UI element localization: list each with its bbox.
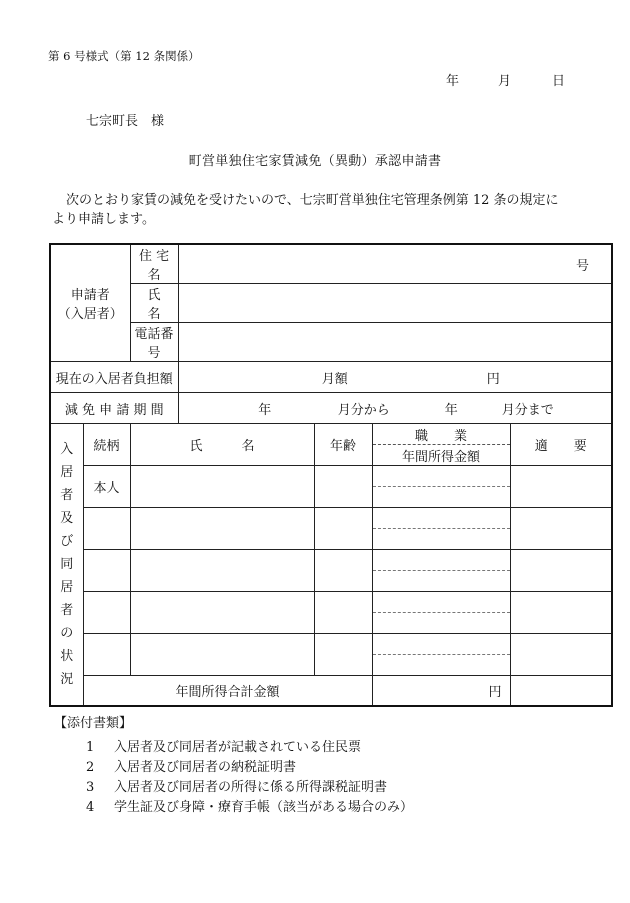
side-label-char: 居 (60, 465, 74, 480)
household-side-label (50, 424, 83, 707)
total-income-field[interactable] (372, 676, 510, 707)
intro-text-line-1: 次のとおり家賃の減免を受けたいので、七宗町営単独住宅管理条例第 12 条の規定に (66, 193, 559, 208)
member-name-cell[interactable] (130, 550, 314, 592)
date-day-label: 日 (552, 74, 566, 89)
total-income-label: 年間所得合計金額 (83, 676, 372, 707)
side-label-char: 者 (60, 488, 74, 503)
form-number-label: 第 6 号様式（第 12 条関係） (48, 49, 200, 63)
member-name-cell[interactable] (130, 634, 314, 676)
intro-text-line-2: より申請します。 (52, 212, 155, 227)
burden-yen-label: 円 (486, 371, 500, 387)
relation-cell[interactable] (83, 592, 130, 634)
notes-cell[interactable] (510, 466, 612, 508)
member-name-cell[interactable] (130, 508, 314, 550)
job-income-header (372, 424, 510, 466)
income-header: 年間所得金額 (402, 449, 481, 465)
member-name-cell[interactable] (130, 466, 314, 508)
burden-field[interactable] (178, 362, 612, 393)
attachment-item: 3 入居者及び同居者の所得に係る所得課税証明書 (86, 780, 388, 795)
notes-cell[interactable] (510, 634, 612, 676)
job-income-cell[interactable] (372, 466, 510, 508)
side-label-char: 況 (60, 672, 74, 687)
member-name-cell[interactable] (130, 592, 314, 634)
age-header: 年齢 (314, 424, 372, 466)
name-field[interactable] (178, 284, 612, 323)
side-label-char: び (60, 534, 74, 549)
total-notes-cell[interactable] (510, 676, 612, 707)
age-cell[interactable] (314, 550, 372, 592)
total-yen-label: 円 (488, 685, 502, 700)
side-label-char: 居 (60, 580, 74, 595)
household-side-label-text (51, 438, 83, 691)
attachment-item: 4 学生証及び身障・療育手帳（該当がある場合のみ） (86, 800, 414, 815)
period-year-from: 年 (258, 402, 272, 418)
notes-cell[interactable] (510, 592, 612, 634)
burden-label: 現在の入居者負担額 (50, 362, 178, 393)
date-year-label: 年 (446, 74, 460, 89)
period-year-to: 年 (444, 402, 458, 418)
notes-cell[interactable] (510, 550, 612, 592)
side-label-char: 者 (60, 603, 74, 618)
age-cell[interactable] (314, 508, 372, 550)
addressee: 七宗町長 様 (86, 114, 165, 129)
job-income-cell[interactable] (372, 550, 510, 592)
period-from-label: 月分から (337, 402, 390, 418)
job-income-cell[interactable] (372, 592, 510, 634)
phone-field[interactable] (178, 323, 612, 362)
relation-header: 続柄 (83, 424, 130, 466)
house-name-label: 住 宅 名 (130, 244, 178, 284)
period-label: 減 免 申 請 期 間 (50, 393, 178, 424)
relation-cell[interactable] (83, 508, 130, 550)
document-title: 町営単独住宅家賃減免（異動）承認申請書 (188, 154, 442, 169)
side-label-char: 状 (60, 649, 74, 664)
applicant-label-line-2: （入居者） (57, 307, 123, 322)
side-label-char: の (60, 626, 74, 641)
job-header: 職 業 (373, 424, 510, 445)
phone-label: 電話番号 (130, 323, 178, 362)
attachment-item: 2 入居者及び同居者の納税証明書 (86, 760, 297, 775)
attachments-heading: 【添付書類】 (54, 716, 133, 731)
relation-cell[interactable] (83, 466, 130, 508)
house-name-field[interactable] (178, 244, 612, 284)
age-cell[interactable] (314, 592, 372, 634)
job-income-cell[interactable] (372, 508, 510, 550)
period-field[interactable] (178, 393, 612, 424)
job-income-cell[interactable] (372, 634, 510, 676)
side-label-char: 同 (60, 557, 74, 572)
relation-cell[interactable] (83, 550, 130, 592)
side-label-char: 及 (60, 511, 74, 526)
attachment-item: 1 入居者及び同居者が記載されている住民票 (86, 740, 362, 755)
monthly-label: 月額 (321, 371, 348, 387)
applicant-label-line-1: 申請者 (70, 288, 110, 303)
relation-cell[interactable] (83, 634, 130, 676)
house-number-suffix: 号 (576, 258, 590, 274)
name-label: 氏 名 (130, 284, 178, 323)
age-cell[interactable] (314, 634, 372, 676)
applicant-label (50, 244, 130, 362)
name-header: 氏 名 (130, 424, 314, 466)
notes-cell[interactable] (510, 508, 612, 550)
date-month-label: 月 (498, 74, 512, 89)
side-label-char: 入 (60, 442, 74, 457)
period-to-label: 月分まで (501, 402, 554, 418)
self-relation-label: 本人 (93, 481, 120, 496)
notes-header: 適 要 (510, 424, 612, 466)
age-cell[interactable] (314, 466, 372, 508)
application-form-table (49, 243, 613, 707)
